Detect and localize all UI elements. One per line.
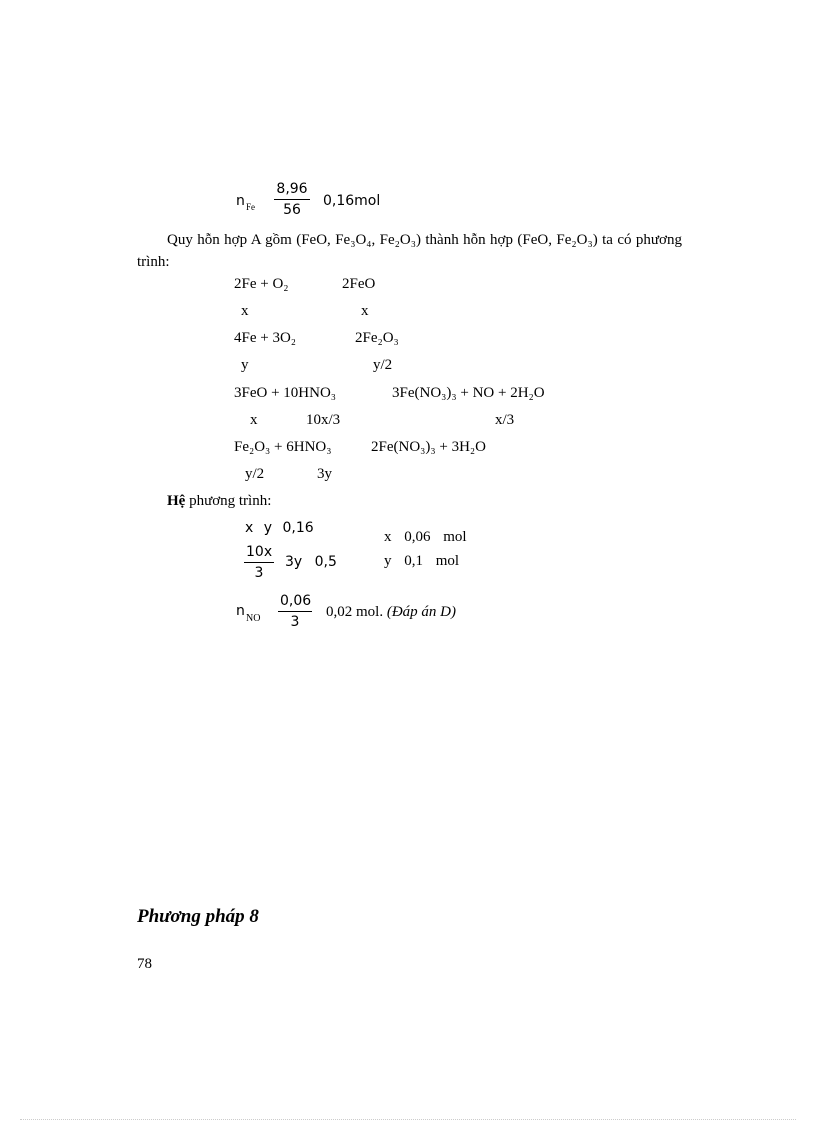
reaction-1-mol-right: x [361, 303, 369, 319]
n-fe-result: 0,16mol [323, 193, 381, 209]
page-number: 78 [137, 956, 152, 972]
reaction-3-mol-c: x/3 [495, 412, 515, 428]
reaction-3-right: 3Fe(NO₃)₃ + NO + 2H₂O [392, 385, 545, 401]
n-fe-symbol: n [236, 193, 245, 209]
system-eq2-fraction [244, 545, 274, 580]
n-no-symbol: n [236, 603, 245, 619]
system-eq1: x y 0,16 [245, 520, 314, 536]
reaction-4-mol-b: 3y [317, 466, 332, 482]
system-eq2-denominator: 3 [254, 565, 264, 581]
n-no-numerator: 0,06 [278, 594, 312, 612]
n-no-fraction [278, 594, 312, 629]
reaction-3-mol-a: x [250, 412, 258, 428]
n-no-result-value: 0,02 mol. [326, 604, 387, 620]
reaction-1-right: 2FeO [342, 276, 376, 292]
reaction-4-left: Fe₂O₃ + 6HNO₃ [234, 439, 332, 455]
reaction-1-mol-x: x [241, 303, 249, 319]
n-no-result [326, 605, 456, 620]
system-label [167, 494, 271, 509]
n-fe-numerator: 8,96 [274, 182, 310, 200]
intro-paragraph [137, 229, 682, 273]
reaction-2-right: 2Fe₂O₃ [355, 330, 399, 346]
reaction-3-mol-b: 10x/3 [306, 412, 341, 428]
system-label-rest: phương trình: [185, 493, 272, 509]
system-label-bold: Hệ [167, 493, 186, 509]
system-eq2-rest: 3y 0,5 [285, 554, 337, 570]
n-fe-fraction [274, 182, 310, 217]
reaction-2-left: 4Fe + 3O₂ [234, 330, 297, 346]
reaction-3-left: 3FeO + 10HNO₃ [234, 385, 337, 401]
reaction-4-mol-a: y/2 [245, 466, 265, 482]
reaction-1-left: 2Fe + O₂ [234, 276, 289, 292]
answer-label: (Đáp án D) [386, 604, 456, 620]
n-fe-denominator: 56 [283, 202, 301, 218]
section-heading: Phương pháp 8 [137, 906, 259, 927]
reaction-2-mol-right: y/2 [373, 357, 393, 373]
intro-text: Quy hỗn hợp A gồm (FeO, Fe₃O₄, Fe₂O₃) thành hỗn hợp (FeO, Fe₂O₃) ta có phương trình: [137, 232, 682, 270]
reaction-2-mol-y: y [241, 357, 249, 373]
n-no-subscript: NO [246, 613, 261, 624]
n-fe-subscript: Fe [246, 202, 255, 212]
system-eq2-numerator: 10x [244, 545, 274, 563]
reaction-4-right: 2Fe(NO₃)₃ + 3H₂O [371, 439, 486, 455]
solution-x: x 0,06 mol [384, 529, 467, 545]
footer-rule [20, 1119, 796, 1120]
solution-y: y 0,1 mol [384, 553, 460, 569]
n-no-denominator: 3 [290, 614, 300, 630]
